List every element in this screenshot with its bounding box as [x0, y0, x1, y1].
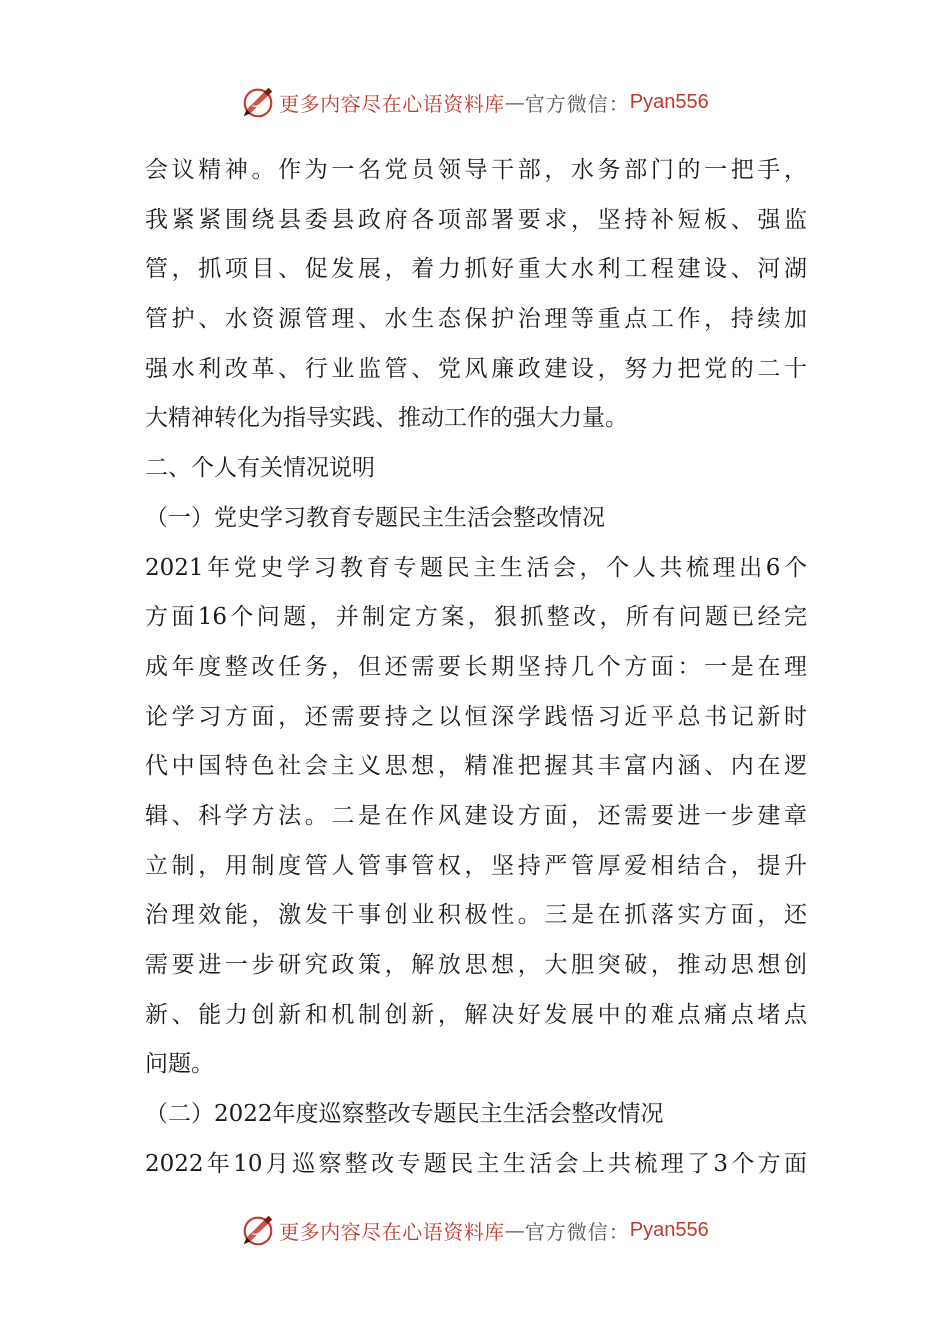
- watermark-group: [239, 82, 708, 122]
- watermark-group: [239, 1210, 708, 1250]
- subsection-heading: （一）党史学习教育专题民主生活会整改情况: [145, 504, 605, 531]
- body-line: 论学习方面，还需要持之以恒深学践悟习近平总书记新时: [145, 703, 807, 730]
- watermark-separator: —: [504, 90, 525, 114]
- body-line: 辑、科学方法。二是在作风建设方面，还需要进一步建章: [145, 802, 807, 829]
- header-watermark: [0, 82, 950, 122]
- body-line: 代中国特色社会主义思想，精准把握其丰富内涵、内在逻: [145, 753, 807, 780]
- body-line: 2022年10月巡察整改专题民主生活会上共梳理了3个方面: [145, 1150, 807, 1177]
- body-line: 立制，用制度管人管事管权，坚持严管厚爱相结合，提升: [145, 852, 807, 879]
- watermark-separator: —: [504, 1218, 525, 1242]
- body-line: 大精神转化为指导实践、推动工作的强大力量。: [145, 405, 628, 432]
- body-line: 管护、水资源管理、水生态保护治理等重点工作，持续加: [145, 306, 807, 333]
- watermark-brand-text: 更多内容尽在心语资料库: [279, 1219, 505, 1244]
- pen-logo-icon: [239, 83, 277, 121]
- body-line: 我紧紧围绕县委县政府各项部署要求，坚持补短板、强监: [145, 206, 807, 233]
- watermark-wechat-id: Pyan556: [629, 90, 709, 113]
- body-line: 会议精神。作为一名党员领导干部，水务部门的一把手，: [145, 157, 807, 183]
- watermark-wechat-label: 官方微信：: [524, 1219, 630, 1244]
- watermark-wechat-id: Pyan556: [629, 1218, 709, 1241]
- section-heading: 二、个人有关情况说明: [145, 455, 375, 482]
- pen-logo-icon: [239, 1211, 277, 1249]
- footer-watermark: [0, 1210, 950, 1250]
- body-line: 需要进一步研究政策，解放思想，大胆突破，推动思想创: [145, 952, 807, 978]
- document-body: [145, 146, 807, 1189]
- body-line: 治理效能，激发干事创业积极性。三是在抓落实方面，还: [145, 902, 807, 929]
- subsection-heading: （二）2022年度巡察整改专题民主生活会整改情况: [145, 1101, 664, 1128]
- body-line: 方面16个问题，并制定方案，狠抓整改，所有问题已经完: [145, 604, 807, 631]
- body-line: 成年度整改任务，但还需要长期坚持几个方面：一是在理: [145, 653, 807, 680]
- body-line: 问题。: [145, 1051, 214, 1078]
- body-line: 新、能力创新和机制创新，解决好发展中的难点痛点堵点: [145, 1001, 807, 1028]
- watermark-wechat-label: 官方微信：: [524, 91, 630, 116]
- watermark-brand-text: 更多内容尽在心语资料库: [279, 91, 505, 116]
- body-line: 管，抓项目、促发展，着力抓好重大水利工程建设、河湖: [145, 256, 807, 283]
- body-line: 强水利改革、行业监管、党风廉政建设，努力把党的二十: [145, 355, 807, 382]
- body-line: 2021年党史学习教育专题民主生活会，个人共梳理出6个: [145, 554, 807, 581]
